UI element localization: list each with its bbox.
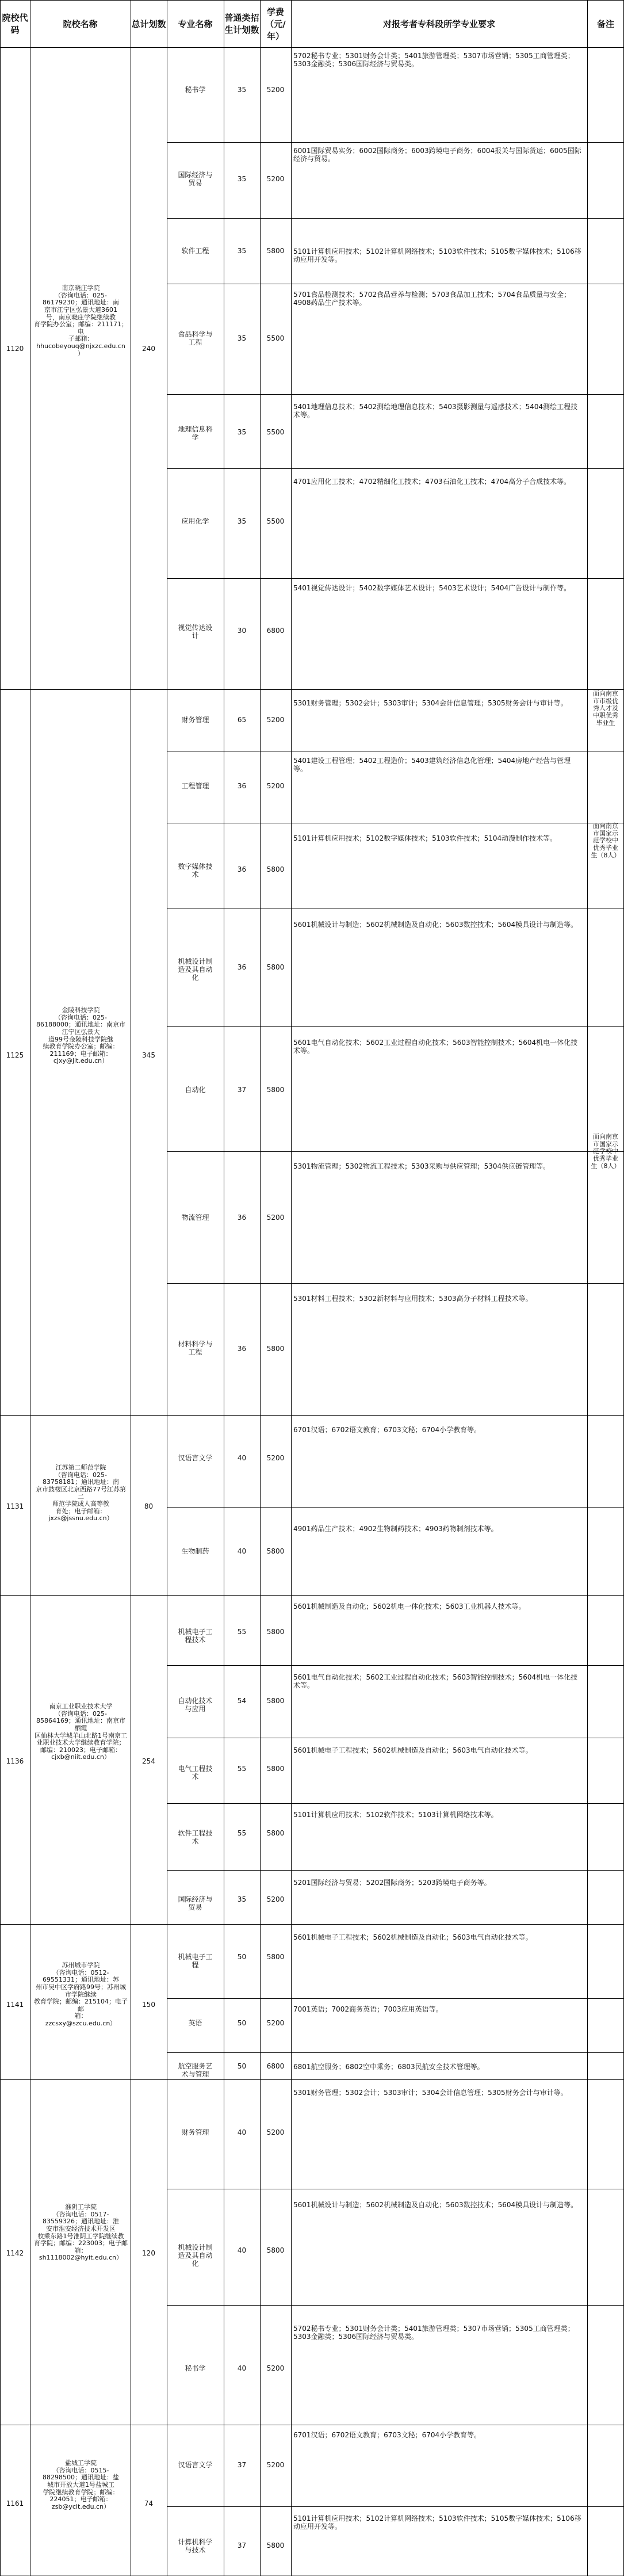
major-tuition: 5200 xyxy=(266,782,285,790)
major-plan: 40 xyxy=(237,1547,247,1555)
requirement-text: 4901药品生产技术；4902生物制药技术；4903药物制剂技术等。 xyxy=(293,1525,498,1533)
school-name-block: 江苏第二师范学院 （咨询电话：025- 83758181；通讯地址：南 京市鼓楼区北京西路77号江苏第二 师范学院成人高等教 育处；电子邮箱： jxzs@jssnu.edu.cn） xyxy=(36,1464,126,1522)
major-plan: 35 xyxy=(237,428,247,436)
major-plan: 36 xyxy=(237,1213,247,1222)
major-tuition: 5800 xyxy=(266,1829,285,1837)
major-plan: 50 xyxy=(237,2019,247,2027)
major-tuition: 5800 xyxy=(266,1953,285,1961)
major-plan: 37 xyxy=(237,2541,247,2550)
major-tuition: 5800 xyxy=(266,1345,285,1353)
requirement-text: 5301材料工程技术；5302新材料与应用技术；5303高分子材料工程技术等。 xyxy=(293,1295,533,1303)
requirement-text: 5601电气自动化技术；5602工业过程自动化技术；5603智能控制技术；5604机电一体化技术等。 xyxy=(293,1039,578,1055)
major-name: 机械设计制 造及其自动 化 xyxy=(178,2243,213,2268)
school-code: 1142 xyxy=(6,2249,24,2257)
header-total-plan: 总计划数 xyxy=(131,18,166,29)
major-tuition: 5200 xyxy=(266,716,285,724)
major-name: 秘书学 xyxy=(185,86,206,94)
section-divider xyxy=(0,689,624,690)
header-tuition: 学费（元/年） xyxy=(265,6,286,41)
major-plan: 40 xyxy=(237,2364,247,2372)
major-name: 生物制药 xyxy=(181,1547,209,1555)
major-tuition: 5800 xyxy=(266,1086,285,1094)
row-divider xyxy=(167,1803,624,1804)
major-name: 机械设计制 造及其自动 化 xyxy=(178,957,213,982)
school-code: 1125 xyxy=(6,1051,24,1059)
section-divider xyxy=(0,1595,624,1596)
row-divider xyxy=(167,1151,624,1152)
major-plan: 30 xyxy=(237,627,247,635)
requirement-text: 5701食品检测技术；5702食品营养与检测；5703食品加工技术；5704食品质量与安全；4908药品生产技术等。 xyxy=(293,291,571,307)
grid-line xyxy=(0,47,624,48)
row-divider xyxy=(167,1507,624,1508)
major-tuition: 5200 xyxy=(266,1895,285,1903)
row-divider xyxy=(167,1998,624,1999)
major-name: 工程管理 xyxy=(181,782,209,790)
major-plan: 65 xyxy=(237,716,247,724)
major-plan: 40 xyxy=(237,1454,247,1462)
row-divider xyxy=(167,2305,624,2306)
school-code: 1161 xyxy=(6,2499,24,2508)
requirement-text: 6001国际贸易实务；6002国际商务；6003跨境电子商务；6004报关与国际货运；6005国际经济与贸易。 xyxy=(293,147,581,163)
grid-line xyxy=(291,0,292,2576)
major-tuition: 5200 xyxy=(266,175,285,183)
table-header xyxy=(0,0,624,48)
requirement-text: 7001英语；7002商务英语；7003应用英语等。 xyxy=(293,2005,443,2013)
school-name-block: 南京工业职业技术大学 （咨询电话：025- 85864169；通讯地址：南京市栖霞 区仙林大学城羊山北路1号南京工 业职业技术大学继续教育学院； 邮编：210023；电子邮箱： cjxb@niit.edu.cn） xyxy=(35,1703,127,1761)
major-tuition: 5800 xyxy=(266,963,285,971)
major-tuition: 5200 xyxy=(266,1213,285,1222)
major-tuition: 6800 xyxy=(266,2062,285,2070)
major-tuition: 5200 xyxy=(266,2364,285,2372)
major-tuition: 5500 xyxy=(266,517,285,525)
requirement-text: 4701应用化工技术；4702精细化工技术；4703石油化工技术；4704高分子合成技术等。 xyxy=(293,478,571,486)
requirement-text: 5601机械设计与制造；5602机械制造及自动化；5603数控技术；5604模具设计与制造等。 xyxy=(293,2201,578,2209)
major-name: 航空服务艺 术与管理 xyxy=(178,2062,213,2078)
major-plan: 35 xyxy=(237,86,247,94)
header-requirement: 对报考者专科段所学专业要求 xyxy=(382,18,495,29)
major-tuition: 5800 xyxy=(266,1547,285,1555)
major-tuition: 5200 xyxy=(266,2128,285,2136)
grid-line xyxy=(0,0,624,1)
major-plan: 40 xyxy=(237,2246,247,2254)
major-tuition: 5200 xyxy=(266,2019,285,2027)
major-name: 软件工程技 术 xyxy=(178,1829,213,1845)
major-name: 软件工程 xyxy=(181,247,209,255)
major-name: 数字媒体技 术 xyxy=(178,863,213,879)
major-tuition: 5500 xyxy=(266,334,285,342)
major-tuition: 5800 xyxy=(266,2541,285,2550)
school-code: 1136 xyxy=(6,1757,24,1765)
requirement-text: 5702秘书专业；5301财务会计类；5401旅游管理类；5307市场营销；5305工商管理类；5303金融类；5306国际经济与贸易类。 xyxy=(293,52,575,68)
requirement-text: 5601电气自动化技术；5602工业过程自动化技术；5603智能控制技术；5604机电一体化技术等。 xyxy=(293,1673,578,1690)
school-name-block: 南京晓庄学院 （咨询电话：025- 86179230；通讯地址：南 京市江宁区弘景大道3601 号，南京晓庄学院继续教 育学院办公室；邮编：211171；电 子邮箱： hhucobeyouq@njxzc.edu.cn ） xyxy=(34,284,128,357)
major-tuition: 5200 xyxy=(266,86,285,94)
major-tuition: 5800 xyxy=(266,865,285,873)
requirement-text: 5101计算机应用技术；5102计算机网络技术；5103软件技术；5105数字媒体技术；5106移动应用开发等。 xyxy=(293,247,581,264)
row-divider xyxy=(167,1026,624,1027)
requirement-text: 5702秘书专业；5301财务会计类；5401旅游管理类；5307市场营销；5305工商管理类；5303金融类；5306国际经济与贸易类。 xyxy=(293,2325,575,2341)
total-plan: 74 xyxy=(144,2499,154,2508)
major-plan: 35 xyxy=(237,1895,247,1903)
major-tuition: 5500 xyxy=(266,428,285,436)
major-name: 自动化技术 与应用 xyxy=(178,1697,213,1713)
major-name: 应用化学 xyxy=(181,517,209,525)
row-divider xyxy=(167,2506,624,2507)
total-plan: 80 xyxy=(144,1502,154,1510)
total-plan: 150 xyxy=(142,2001,155,2009)
major-name: 财务管理 xyxy=(181,2128,209,2136)
major-name: 地理信息科 学 xyxy=(178,425,213,441)
total-plan: 120 xyxy=(142,2249,155,2257)
remark-text: 面向南京 市国家示 范学校中 优秀毕业 生（8人） xyxy=(591,822,621,859)
major-name: 物流管理 xyxy=(181,1213,209,1222)
school-code: 1141 xyxy=(6,2001,24,2009)
requirement-text: 6701汉语；6702语文教育；6703文秘；6704小学教育等。 xyxy=(293,2431,481,2439)
remark-text: 面向南京 市市级优 秀人才及 中职优秀 毕业生 xyxy=(593,690,618,727)
requirement-text: 5301物流管理；5302物流工程技术；5303采购与供应管理；5304供应链管理等。 xyxy=(293,1162,550,1170)
major-name: 汉语言文学 xyxy=(178,1454,213,1462)
major-tuition: 5800 xyxy=(266,1765,285,1773)
section-divider xyxy=(0,1924,624,1925)
major-plan: 40 xyxy=(237,2128,247,2136)
major-tuition: 5200 xyxy=(266,2461,285,2469)
grid-line xyxy=(260,0,261,2576)
major-name: 食品科学与 工程 xyxy=(178,330,213,346)
major-plan: 37 xyxy=(237,1086,247,1094)
major-tuition: 5200 xyxy=(266,1454,285,1462)
row-divider xyxy=(167,1283,624,1284)
row-divider xyxy=(167,578,624,579)
requirement-text: 6801航空服务；6802空中乘务；6803民航安全技术管理等。 xyxy=(293,2063,484,2071)
requirement-text: 5301财务管理；5302会计；5303审计；5304会计信息管理；5305财务会计与审计等。 xyxy=(293,2089,568,2097)
requirement-text: 5601机械电子工程技术；5602机械制造及自动化；5603电气自动化技术等。 xyxy=(293,1933,533,1941)
major-tuition: 5800 xyxy=(266,1628,285,1636)
major-plan: 36 xyxy=(237,1345,247,1353)
major-name: 国际经济与 贸易 xyxy=(178,1895,213,1911)
major-plan: 50 xyxy=(237,1953,247,1961)
total-plan: 240 xyxy=(142,345,155,353)
row-divider xyxy=(167,1665,624,1666)
major-name: 机械电子工 程 xyxy=(178,1953,213,1969)
major-name: 机械电子工 程技术 xyxy=(178,1628,213,1644)
row-divider xyxy=(167,468,624,469)
requirement-text: 5201国际经济与贸易；5202国际商务；5203跨境电子商务等。 xyxy=(293,1879,491,1887)
requirement-text: 5601机械电子工程技术；5602机械制造及自动化；5603电气自动化技术等。 xyxy=(293,1746,533,1754)
major-plan: 55 xyxy=(237,1765,247,1773)
row-divider xyxy=(167,2052,624,2053)
requirement-text: 5101计算机应用技术；5102计算机网络技术；5103软件技术；5105数字媒体技术；5106移动应用开发等。 xyxy=(293,2514,581,2531)
major-tuition: 5800 xyxy=(266,2246,285,2254)
requirement-text: 6701汉语；6702语文教育；6703文秘；6704小学教育等。 xyxy=(293,1426,481,1434)
header-ordinary-plan: 普通类招生计划数 xyxy=(224,13,259,35)
major-plan: 35 xyxy=(237,247,247,255)
row-divider xyxy=(167,1870,624,1871)
section-divider xyxy=(0,2079,624,2080)
major-tuition: 5800 xyxy=(266,247,285,255)
major-name: 材料科学与 工程 xyxy=(178,1340,213,1356)
major-plan: 35 xyxy=(237,175,247,183)
requirement-text: 5601机械设计与制造；5602机械制造及自动化；5603数控技术；5604模具设计与制造等。 xyxy=(293,921,578,929)
school-name-block: 苏州城市学院 （咨询电话：0512- 69551331；通讯地址：苏 州市吴中区学府路99号；苏州城市学院继续 教育学院；邮编：215104；电子邮 箱： zzcsxy@szcu.edu.cn） xyxy=(34,1961,128,2028)
major-plan: 54 xyxy=(237,1697,247,1705)
major-name: 电气工程技 术 xyxy=(178,1765,213,1781)
school-name-block: 盐城工学院 （咨询电话：0515- 88298500；通讯地址：盐 城市开放大道1号盐城工 学院继续教育学院；邮编： 224051；电子邮箱： zsb@ycit.edu.cn） xyxy=(43,2459,119,2510)
row-divider xyxy=(167,142,624,143)
major-plan: 55 xyxy=(237,1829,247,1837)
major-plan: 50 xyxy=(237,2062,247,2070)
requirement-text: 5101计算机应用技术；5102软件技术；5103计算机网络技术等。 xyxy=(293,1811,498,1819)
major-plan: 36 xyxy=(237,963,247,971)
school-code: 1131 xyxy=(6,1502,24,1510)
major-plan: 36 xyxy=(237,865,247,873)
major-tuition: 5800 xyxy=(266,1697,285,1705)
grid-line xyxy=(587,0,588,2576)
major-name: 财务管理 xyxy=(181,716,209,724)
major-tuition: 6800 xyxy=(266,627,285,635)
school-name-block: 金陵科技学院 （咨询电话：025- 86188000；通讯地址：南京市江宁区弘景大 道99号金陵科技学院继 续教育学院办公室；邮编： 211169；电子邮箱： cjxy@jit.edu.cn） xyxy=(36,1006,125,1065)
major-plan: 55 xyxy=(237,1628,247,1636)
school-code: 1120 xyxy=(6,345,24,353)
header-remarks: 备注 xyxy=(596,18,614,29)
major-name: 自动化 xyxy=(185,1086,206,1094)
grid-line xyxy=(0,0,1,2576)
header-major-name: 专业名称 xyxy=(178,18,213,29)
requirement-text: 5601机械制造及自动化；5602机电一体化技术；5603工业机器人技术等。 xyxy=(293,1602,526,1611)
section-divider xyxy=(0,1415,624,1416)
total-plan: 254 xyxy=(142,1757,155,1765)
major-plan: 35 xyxy=(237,517,247,525)
requirement-text: 5401建设工程管理；5402工程造价；5403建筑经济信息化管理；5404房地产经营与管理等。 xyxy=(293,757,571,773)
school-name-block: 淮阴工学院 （咨询电话：0517- 83559326；通讯地址：淮 安市淮安经济技术开发区 枚乘东路1号淮阴工学院继续教 育学院；邮编：223003；电子邮箱： sh1118002@hyit.edu.cn） xyxy=(34,2203,128,2262)
major-name: 秘书学 xyxy=(185,2364,206,2372)
major-name: 国际经济与 贸易 xyxy=(178,171,213,187)
major-name: 汉语言文学 xyxy=(178,2461,213,2469)
major-name: 英语 xyxy=(188,2019,202,2027)
requirement-text: 5101计算机应用技术；5102数字媒体技术；5103软件技术；5104动漫制作技术等。 xyxy=(293,834,557,842)
row-divider xyxy=(167,394,624,395)
major-name: 计算机科学 与技术 xyxy=(178,2538,213,2554)
total-plan: 345 xyxy=(142,1051,155,1059)
major-plan: 36 xyxy=(237,782,247,790)
header-school-code: 院校代码 xyxy=(2,13,28,35)
header-school-name: 院校名称 xyxy=(63,18,98,29)
requirement-text: 5301财务管理；5302会计；5303审计；5304会计信息管理；5305财务会计与审计等。 xyxy=(293,699,568,707)
major-plan: 35 xyxy=(237,334,247,342)
major-name: 视觉传达设 计 xyxy=(178,624,213,640)
requirement-text: 5401视觉传达设计；5402数字媒体艺术设计；5403艺术设计；5404广告设计与制作等。 xyxy=(293,584,571,592)
remark-text: 面向南京 市国家示 范学校中 优秀毕业 生（8人） xyxy=(591,1133,621,1170)
major-plan: 37 xyxy=(237,2461,247,2469)
requirement-text: 5401地理信息技术；5402测绘地理信息技术；5403摄影测量与遥感技术；5404测绘工程技术等。 xyxy=(293,403,578,419)
row-divider xyxy=(167,218,624,219)
